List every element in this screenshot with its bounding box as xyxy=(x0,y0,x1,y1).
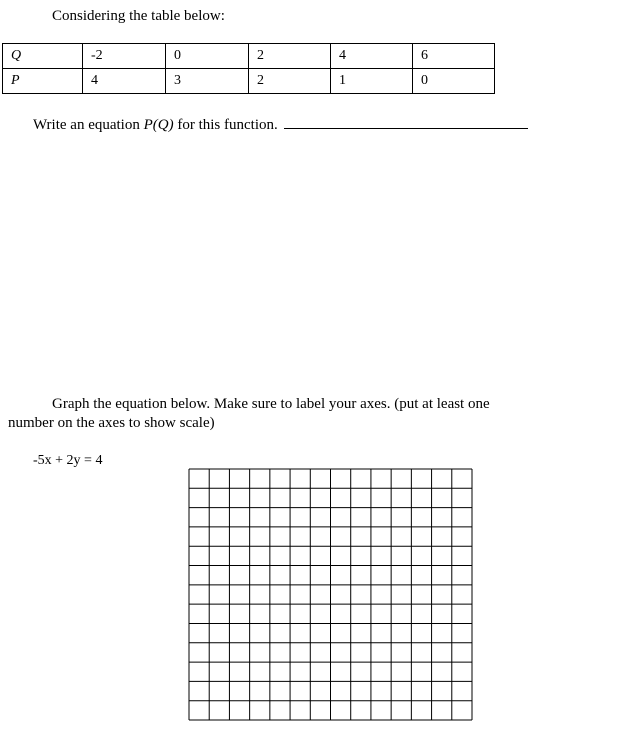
question-1 xyxy=(33,116,528,134)
intro-text: Considering the table below: xyxy=(52,8,225,24)
table-cell: 1 xyxy=(331,69,413,94)
table-cell: 4 xyxy=(83,69,166,94)
table-cell: -2 xyxy=(83,44,166,69)
table-cell: 6 xyxy=(413,44,495,69)
qp-table xyxy=(2,43,495,94)
row-label-q: Q xyxy=(3,44,83,69)
question-2-line2: number on the axes to show scale) xyxy=(8,415,215,431)
answer-blank[interactable] xyxy=(284,116,528,129)
question-2-line1: Graph the equation below. Make sure to label your axes. (put at least one xyxy=(52,396,490,412)
table-cell: 0 xyxy=(166,44,249,69)
table-row-p xyxy=(3,69,495,94)
q1-suffix: for this function. xyxy=(173,117,278,133)
row-label-p: P xyxy=(3,69,83,94)
q1-function: P(Q) xyxy=(143,117,174,133)
equation-text: -5x + 2y = 4 xyxy=(33,453,103,468)
table-cell: 2 xyxy=(249,69,331,94)
q1-prefix: Write an equation xyxy=(33,117,144,133)
table-cell: 2 xyxy=(249,44,331,69)
table-cell: 4 xyxy=(331,44,413,69)
table-cell: 0 xyxy=(413,69,495,94)
table-cell: 3 xyxy=(166,69,249,94)
graph-grid[interactable] xyxy=(188,468,473,721)
table-row-q xyxy=(3,44,495,69)
